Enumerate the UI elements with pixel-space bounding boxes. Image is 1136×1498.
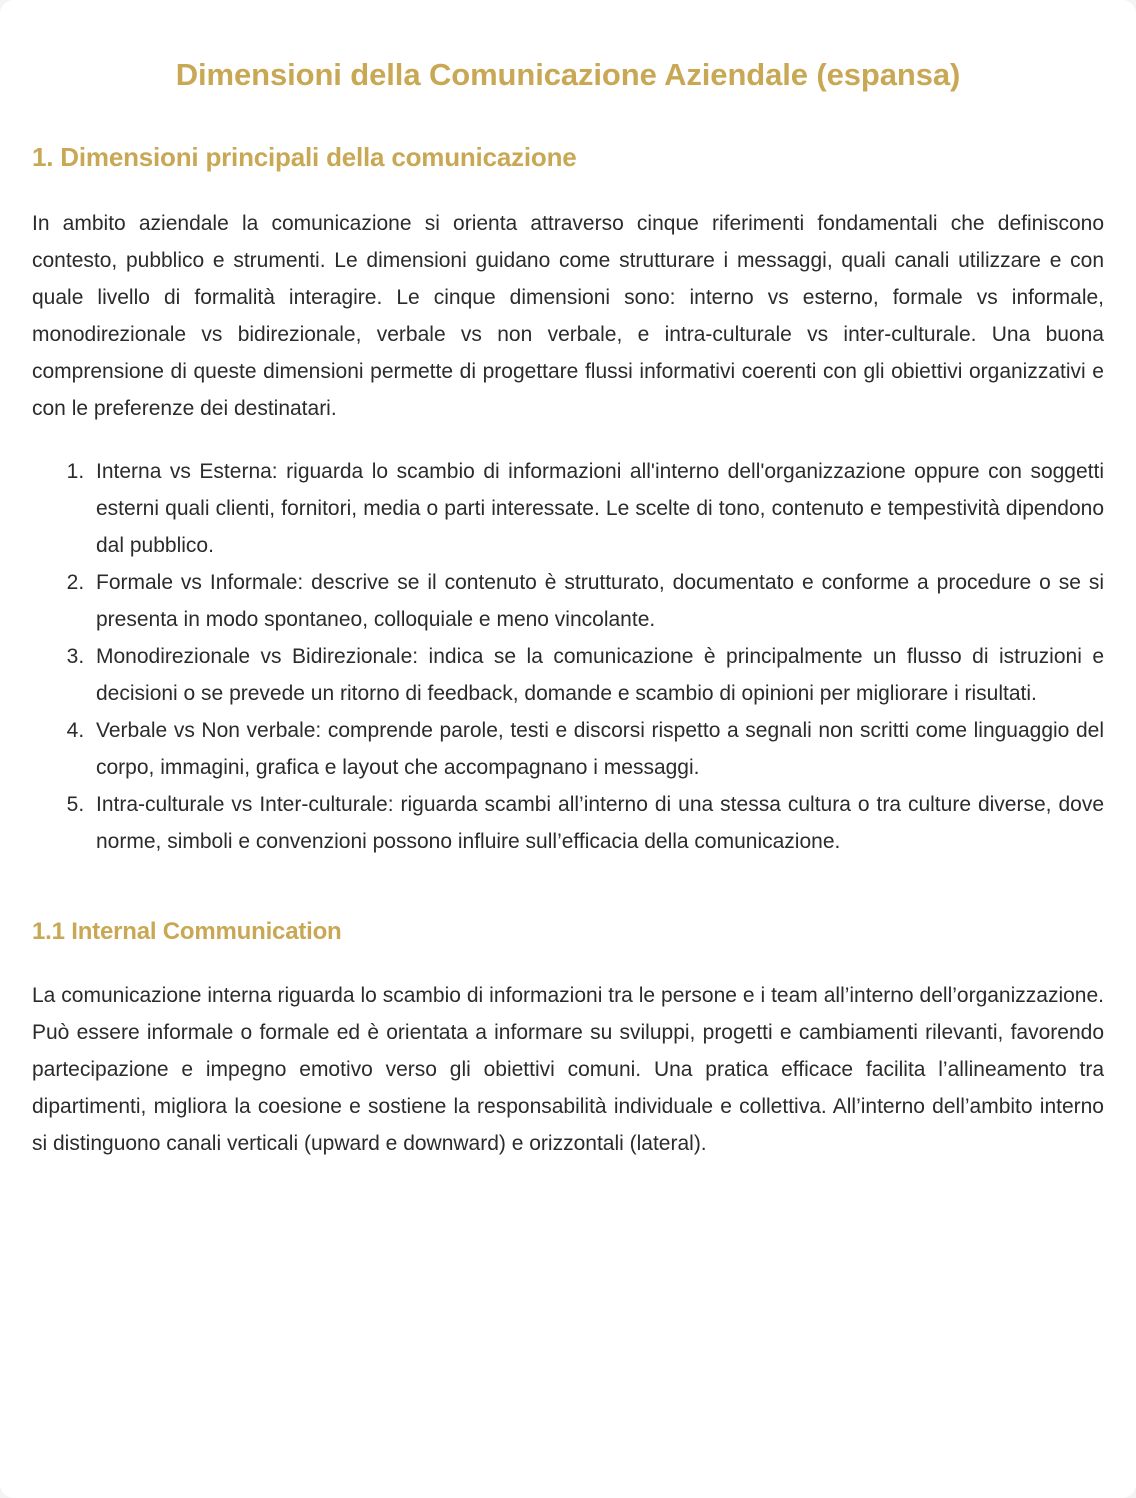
intro-paragraph: In ambito aziendale la comunicazione si orienta attraverso cinque riferimenti fondamentali che definiscono contesto, pubblico e strumenti. Le dimensioni guidano come strutturare i messaggi, quali canali utilizzare e con quale livello di formalità interagire. Le cinque dimensioni sono: interno vs esterno, formale vs informale, monodirezionale vs bidirezionale, verbale vs non verbale, e intra-culturale vs inter-culturale. Una buona comprensione di queste dimensioni permette di progettare flussi informativi coerenti con gli obiettivi organizzativi e con le preferenze dei destinatari. <box>32 211 1104 420</box>
list-item: 2. Formale vs Informale: descrive se il contenuto è strutturato, documentato e conforme a procedure o se si presenta in modo spontaneo, colloquiale e meno vincolante. <box>90 564 1104 638</box>
page-title: Dimensioni della Comunicazione Aziendale (espansa) <box>175 57 961 92</box>
list-item: 5. Intra-culturale vs Inter-culturale: riguarda scambi all’interno di una stessa cultura o tra culture diverse, dove norme, simboli e convenzioni possono influire sull’efficacia della comunicazione. <box>90 786 1104 860</box>
section-heading-dimensioni-principali: 1. Dimensioni principali della comunicazione <box>32 141 577 172</box>
list-item: 3. Monodirezionale vs Bidirezionale: indica se la comunicazione è principalmente un flusso di istruzioni e decisioni o se prevede un ritorno di feedback, domande e scambio di opinioni per migliorare i risultati. <box>90 638 1104 712</box>
subsection-heading-internal-communication: 1.1 Internal Communication <box>32 917 342 945</box>
list-item: 1. Interna vs Esterna: riguarda lo scambio di informazioni all'interno dell'organizzazione oppure con soggetti esterni quali clienti, fornitori, media o parti interessate. Le scelte di tono, contenuto e tempestività dipendono dal pubblico. <box>90 453 1104 564</box>
list-item: 4. Verbale vs Non verbale: comprende parole, testi e discorsi rispetto a segnali non scritti come linguaggio del corpo, immagini, grafica e layout che accompagnano i messaggi. <box>90 712 1104 786</box>
internal-communication-paragraph: La comunicazione interna riguarda lo scambio di informazioni tra le persone e i team all’interno dell’organizzazione. Può essere informale o formale ed è orientata a informare su sviluppi, progetti e cambiamenti rilevanti, favorendo partecipazione e impegno emotivo verso gli obiettivi comuni. Una pratica efficace facilita l’allineamento tra dipartimenti, migliora la coesione e sostiene la responsabilità individuale e collettiva. All’interno dell’ambito interno si distinguono canali verticali (upward e downward) e orizzontali (lateral). <box>32 983 1104 1155</box>
dimensions-list <box>32 453 1104 860</box>
